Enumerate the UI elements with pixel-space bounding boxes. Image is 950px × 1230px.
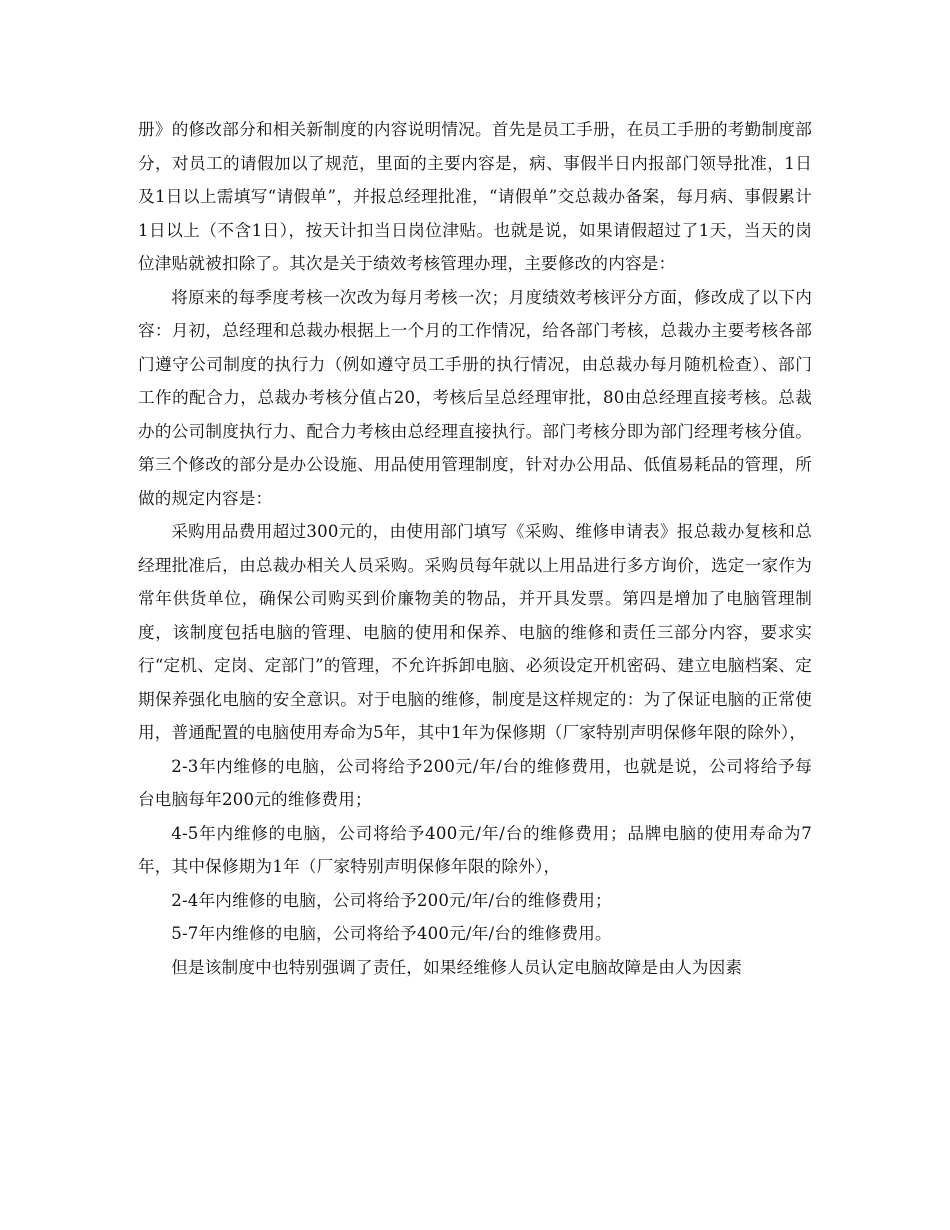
paragraph-1: 册》的修改部分和相关新制度的内容说明情况。首先是员工手册，在员工手册的考勤制度部分，对员工的请假加以了规范，里面的主要内容是，病、事假半日内报部门领导批准，1日及1日以上需填写“请假单”，并报总经理批准，“请假单”交总裁办备案，每月病、事假累计1日以上（不含1日），按天计扣当日岗位津贴。也就是说，如果请假超过了1天，当天的岗位津贴就被扣除了。其次是关于绩效考核管理办理，主要修改的内容是： [138,120,812,273]
paragraph-5: 4-5年内维修的电脑，公司将给予400元/年/台的维修费用；品牌电脑的使用寿命为7年，其中保修期为1年（厂家特别声明保修年限的除外）， [138,823,812,876]
paragraph-4: 2-3年内维修的电脑，公司将给予200元/年/台的维修费用，也就是说，公司将给予每台电脑每年200元的维修费用； [138,756,812,809]
paragraph-2: 将原来的每季度考核一次改为每月考核一次；月度绩效考核评分方面，修改成了以下内容：月初，总经理和总裁办根据上一个月的工作情况，给各部门考核，总裁办主要考核各部门遵守公司制度的执行力（例如遵守员工手册的执行情况，由总裁办每月随机检查）、部门工作的配合力，总裁办考核分值占20，考核后呈总经理审批，80由总经理直接考核。总裁办的公司制度执行力、配合力考核由总经理直接执行。部门考核分即为部门经理考核分值。第三个修改的部分是办公设施、用品使用管理制度，针对办公用品、低值易耗品的管理，所做的规定内容是： [138,287,812,508]
paragraph-3: 采购用品费用超过300元的，由使用部门填写《采购、维修申请表》报总裁办复核和总经理批准后，由总裁办相关人员采购。采购员每年就以上用品进行多方询价，选定一家作为常年供货单位，确保公司购买到价廉物美的物品，并开具发票。第四是增加了电脑管理制度，该制度包括电脑的管理、电脑的使用和保养、电脑的维修和责任三部分内容，要求实行“定机、定岗、定部门”的管理，不允许拆卸电脑、必须设定开机密码、建立电脑档案、定期保养强化电脑的安全意识。对于电脑的维修，制度是这样规定的：为了保证电脑的正常使用，普通配置的电脑使用寿命为5年，其中1年为保修期（厂家特别声明保修年限的除外）， [138,522,812,742]
paragraph-6: 2-4年内维修的电脑，公司将给予200元/年/台的维修费用； [171,890,612,910]
paragraph-8: 但是该制度中也特别强调了责任，如果经维修人员认定电脑故障是由人为因素 [171,957,743,977]
paragraph-7: 5-7年内维修的电脑，公司将给予400元/年/台的维修费用。 [171,924,612,943]
document-body [138,113,812,984]
